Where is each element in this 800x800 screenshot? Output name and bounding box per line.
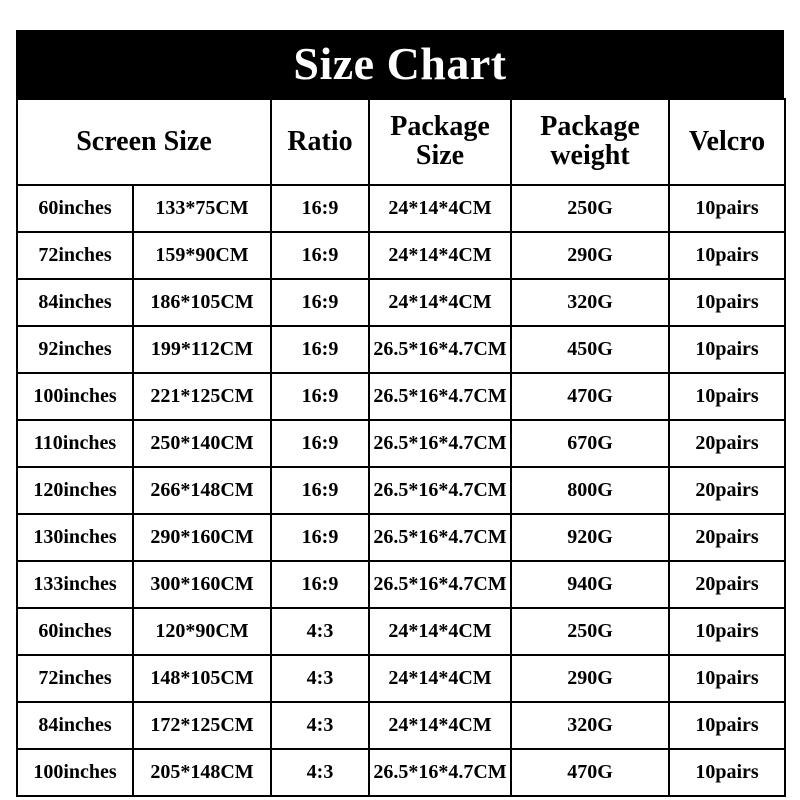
cell-screen-size-inches: 133inches — [17, 561, 133, 608]
cell-package-weight: 470G — [511, 373, 669, 420]
table-header — [17, 99, 785, 185]
cell-velcro: 20pairs — [669, 467, 785, 514]
cell-ratio: 16:9 — [271, 185, 369, 232]
cell-screen-size-cm: 120*90CM — [133, 608, 271, 655]
cell-screen-size-inches: 60inches — [17, 185, 133, 232]
cell-velcro: 10pairs — [669, 185, 785, 232]
cell-screen-size-cm: 199*112CM — [133, 326, 271, 373]
cell-ratio: 16:9 — [271, 420, 369, 467]
cell-screen-size-inches: 84inches — [17, 279, 133, 326]
size-chart-table — [16, 98, 786, 797]
cell-package-weight: 290G — [511, 655, 669, 702]
column-header-screen-size: Screen Size — [17, 99, 271, 185]
cell-screen-size-cm: 159*90CM — [133, 232, 271, 279]
cell-screen-size-inches: 100inches — [17, 373, 133, 420]
cell-velcro: 10pairs — [669, 655, 785, 702]
cell-screen-size-cm: 172*125CM — [133, 702, 271, 749]
cell-screen-size-cm: 266*148CM — [133, 467, 271, 514]
cell-screen-size-cm: 205*148CM — [133, 749, 271, 796]
cell-screen-size-inches: 72inches — [17, 655, 133, 702]
table-row — [17, 467, 785, 514]
column-header-package-size: Package Size — [369, 99, 511, 185]
cell-velcro: 20pairs — [669, 561, 785, 608]
table-row — [17, 279, 785, 326]
cell-package-size: 24*14*4CM — [369, 655, 511, 702]
cell-ratio: 16:9 — [271, 326, 369, 373]
table-row — [17, 702, 785, 749]
cell-package-weight: 470G — [511, 749, 669, 796]
cell-package-weight: 670G — [511, 420, 669, 467]
cell-package-weight: 320G — [511, 702, 669, 749]
cell-package-weight: 250G — [511, 185, 669, 232]
cell-velcro: 10pairs — [669, 608, 785, 655]
cell-package-size: 24*14*4CM — [369, 702, 511, 749]
cell-package-size: 24*14*4CM — [369, 279, 511, 326]
cell-package-size: 26.5*16*4.7CM — [369, 561, 511, 608]
table-header-row — [17, 99, 785, 185]
table-row — [17, 420, 785, 467]
cell-package-weight: 250G — [511, 608, 669, 655]
cell-screen-size-cm: 250*140CM — [133, 420, 271, 467]
cell-package-size: 26.5*16*4.7CM — [369, 326, 511, 373]
cell-package-size: 24*14*4CM — [369, 185, 511, 232]
cell-velcro: 10pairs — [669, 326, 785, 373]
cell-package-size: 24*14*4CM — [369, 232, 511, 279]
cell-package-size: 26.5*16*4.7CM — [369, 420, 511, 467]
cell-velcro: 10pairs — [669, 373, 785, 420]
cell-screen-size-cm: 290*160CM — [133, 514, 271, 561]
cell-screen-size-cm: 186*105CM — [133, 279, 271, 326]
cell-screen-size-inches: 60inches — [17, 608, 133, 655]
cell-ratio: 4:3 — [271, 702, 369, 749]
cell-screen-size-cm: 221*125CM — [133, 373, 271, 420]
cell-screen-size-cm: 300*160CM — [133, 561, 271, 608]
cell-screen-size-inches: 84inches — [17, 702, 133, 749]
cell-screen-size-inches: 110inches — [17, 420, 133, 467]
table-row — [17, 561, 785, 608]
cell-velcro: 20pairs — [669, 514, 785, 561]
cell-package-weight: 450G — [511, 326, 669, 373]
cell-package-size: 26.5*16*4.7CM — [369, 514, 511, 561]
cell-ratio: 4:3 — [271, 608, 369, 655]
cell-velcro: 10pairs — [669, 279, 785, 326]
cell-ratio: 16:9 — [271, 232, 369, 279]
cell-screen-size-inches: 72inches — [17, 232, 133, 279]
page-title: Size Chart — [16, 30, 784, 98]
table-row — [17, 185, 785, 232]
cell-ratio: 16:9 — [271, 561, 369, 608]
table-row — [17, 373, 785, 420]
cell-screen-size-inches: 120inches — [17, 467, 133, 514]
cell-package-size: 24*14*4CM — [369, 608, 511, 655]
table-row — [17, 514, 785, 561]
cell-screen-size-inches: 92inches — [17, 326, 133, 373]
cell-screen-size-cm: 133*75CM — [133, 185, 271, 232]
cell-ratio: 4:3 — [271, 655, 369, 702]
table-row — [17, 326, 785, 373]
table-row — [17, 232, 785, 279]
column-header-package-weight: Package weight — [511, 99, 669, 185]
column-header-velcro: Velcro — [669, 99, 785, 185]
cell-package-weight: 320G — [511, 279, 669, 326]
cell-package-weight: 290G — [511, 232, 669, 279]
cell-velcro: 10pairs — [669, 749, 785, 796]
cell-ratio: 16:9 — [271, 373, 369, 420]
cell-screen-size-inches: 100inches — [17, 749, 133, 796]
cell-velcro: 20pairs — [669, 420, 785, 467]
cell-package-size: 26.5*16*4.7CM — [369, 467, 511, 514]
table-row — [17, 749, 785, 796]
cell-velcro: 10pairs — [669, 232, 785, 279]
cell-package-size: 26.5*16*4.7CM — [369, 749, 511, 796]
cell-ratio: 16:9 — [271, 279, 369, 326]
table-row — [17, 655, 785, 702]
size-chart-container — [16, 30, 784, 797]
cell-ratio: 4:3 — [271, 749, 369, 796]
cell-package-weight: 940G — [511, 561, 669, 608]
table-row — [17, 608, 785, 655]
cell-screen-size-inches: 130inches — [17, 514, 133, 561]
table-body — [17, 185, 785, 796]
column-header-ratio: Ratio — [271, 99, 369, 185]
cell-package-size: 26.5*16*4.7CM — [369, 373, 511, 420]
cell-ratio: 16:9 — [271, 467, 369, 514]
cell-screen-size-cm: 148*105CM — [133, 655, 271, 702]
cell-package-weight: 920G — [511, 514, 669, 561]
cell-package-weight: 800G — [511, 467, 669, 514]
cell-velcro: 10pairs — [669, 702, 785, 749]
cell-ratio: 16:9 — [271, 514, 369, 561]
